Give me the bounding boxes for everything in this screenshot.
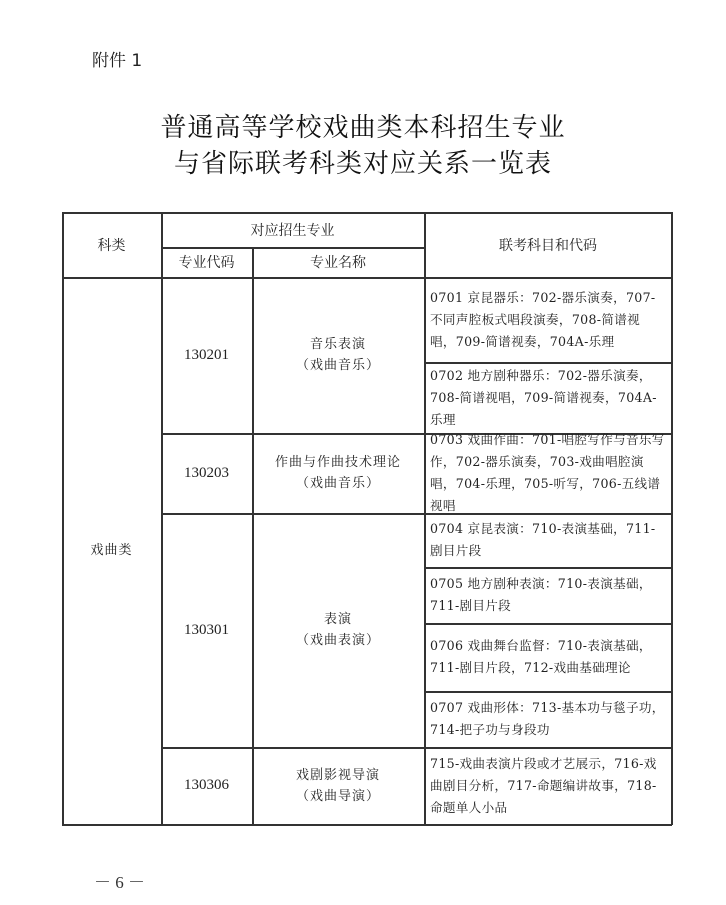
- exam-subject-text: 0704 京昆表演：710-表演基础，711-剧目片段: [430, 521, 656, 558]
- exam-subject-text: 715-戏曲表演片段或才艺展示，716-戏曲剧目分析，717-命题编讲故事，718-命题单人小品: [430, 755, 657, 815]
- major-name-cell: [252, 513, 424, 747]
- exam-subject-text: 0707 戏曲形体：713-基本功与毯子功，714-把子功与身段功: [430, 700, 665, 737]
- header-major-name: 专业名称: [310, 255, 366, 271]
- exam-subject-text: 0701 京昆器乐：702-器乐演奏，707-不同声腔板式唱段演奏，708-简谱视唱，709-简谱视奏，704A-乐理: [430, 289, 656, 349]
- major-code-cell: 130203: [184, 464, 229, 481]
- major-name-note: （戏曲表演）: [295, 633, 380, 648]
- exam-subject-cell: [425, 433, 671, 513]
- major-name-note: （戏曲导演）: [295, 788, 380, 804]
- header-major-code: 专业代码: [178, 255, 235, 271]
- major-name-cell: [252, 433, 424, 513]
- major-code-cell: 130301: [184, 621, 229, 638]
- exam-subjects-column: [425, 277, 671, 824]
- major-name: 戏剧影视导演: [295, 767, 380, 783]
- major-code-cell: 130201: [184, 346, 229, 363]
- major-name-cell: [252, 277, 424, 433]
- major-name-note: （戏曲音乐）: [295, 358, 380, 373]
- header-major-group: 对应招生专业: [250, 222, 335, 239]
- document-title-line-2: 与省际联考科类对应关系一览表: [173, 149, 552, 179]
- major-code-cell: 130306: [184, 777, 229, 793]
- exam-subject-text: 0702 地方剧种器乐：702-器乐演奏，708-简谱视唱，709-简谱视奏，704A-乐理: [430, 367, 657, 427]
- attachment-label: 附件 1: [92, 51, 143, 71]
- document-title-line-1: 普通高等学校戏曲类本科招生专业: [160, 113, 566, 143]
- exam-subject-cell: [425, 567, 671, 623]
- major-name: 音乐表演: [309, 337, 366, 352]
- exam-subject-cell: [425, 362, 671, 433]
- exam-subject-text: 0703 戏曲作曲：701-唱腔写作与音乐写作，702-器乐演奏，703-戏曲唱腔演唱，704-乐理，705-听写，706-五线谱视唱: [430, 432, 665, 513]
- major-name: 表演: [323, 612, 352, 627]
- correspondence-table: [62, 212, 672, 825]
- exam-subject-cell: [425, 623, 671, 691]
- exam-subject-text: 0705 地方剧种表演：710-表演基础，711-剧目片段: [430, 576, 652, 613]
- major-name-note: （戏曲音乐）: [295, 476, 380, 491]
- header-category: 科类: [97, 237, 126, 254]
- major-name: 作曲与作曲技术理论: [274, 455, 401, 470]
- exam-subject-cell: [425, 513, 671, 567]
- exam-subject-cell: [425, 747, 671, 824]
- major-name-cell: [252, 747, 424, 824]
- header-exam-subjects: 联考科目和代码: [499, 237, 597, 254]
- category-cell: 戏曲类: [90, 543, 133, 558]
- exam-subject-cell: [425, 691, 671, 747]
- table-border-bottom: [62, 824, 672, 826]
- exam-subject-cell: [425, 277, 671, 362]
- exam-subject-text: 0706 戏曲舞台监督：710-表演基础，711-剧目片段，712-戏曲基础理论: [430, 638, 652, 675]
- page-number: － 6 －: [94, 873, 145, 892]
- table-border-right: [671, 212, 673, 825]
